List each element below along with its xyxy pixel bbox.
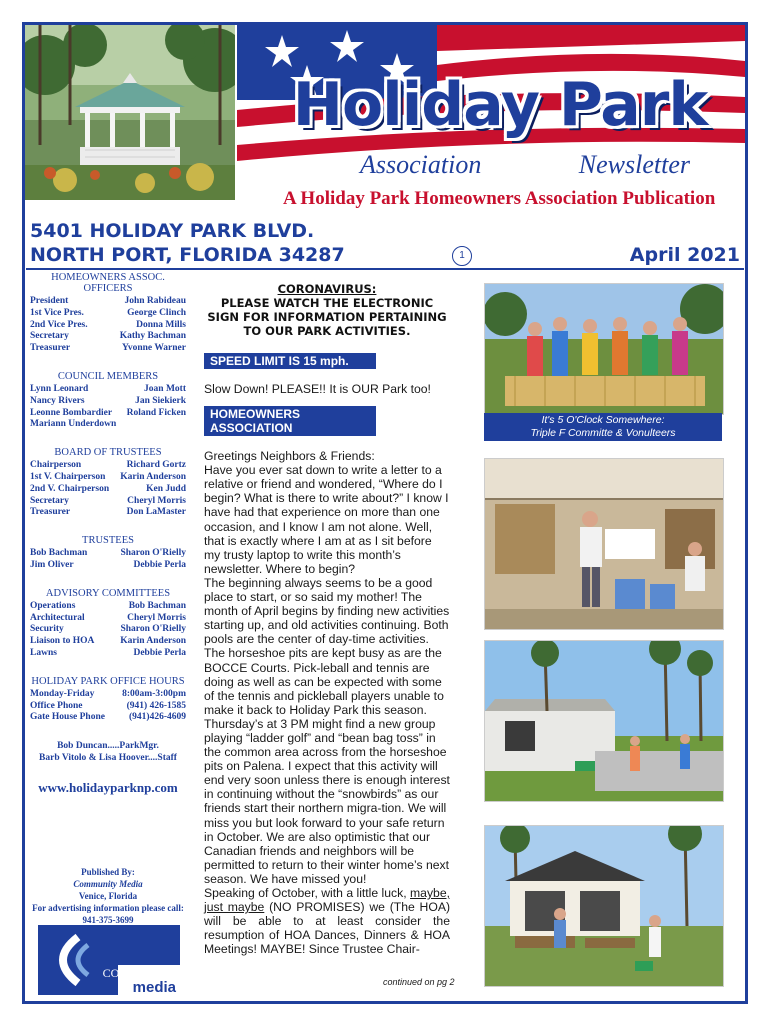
sidebar-row-label: Mariann Underdown <box>30 419 117 430</box>
photo-indoor-sale <box>484 458 724 630</box>
photo-outdoor-courtyard <box>484 640 724 802</box>
sidebar-row-value: Joan Mott <box>144 383 186 394</box>
newsletter-subtitle <box>360 150 690 180</box>
sidebar-row-value: Sharon O'Rielly <box>120 624 186 635</box>
sidebar-row <box>30 648 186 660</box>
sidebar-row <box>30 308 186 320</box>
sidebar-row-label: Lynn Leonard <box>30 383 89 394</box>
sidebar-row-value: Ken Judd <box>146 483 186 494</box>
main-column <box>204 282 450 956</box>
photo-caption <box>484 413 722 441</box>
publisher-info <box>30 866 186 926</box>
sidebar-row-label: Secretary <box>30 495 69 506</box>
staff-line2: Barb Vitolo & Lisa Hoover....Staff <box>39 753 177 764</box>
continued-note: continued on pg 2 <box>383 977 455 987</box>
sidebar-row-label: Bob Bachman <box>30 548 88 559</box>
sidebar-row <box>30 689 186 701</box>
office-section <box>30 676 186 724</box>
sidebar-row-value: Bob Bachman <box>128 600 186 611</box>
trustees-section <box>30 535 186 572</box>
sidebar-row <box>30 560 186 572</box>
office-heading: HOLIDAY PARK OFFICE HOURS <box>31 675 185 687</box>
sidebar-row-value: Sharon O'Rielly <box>120 548 186 559</box>
park-address <box>30 219 345 267</box>
page-number: 1 <box>452 246 472 266</box>
greeting: Greetings Neighbors & Friends: <box>204 449 375 464</box>
paragraph-3-underlined: maybe, just maybe <box>204 886 450 915</box>
sidebar-row-value: Cheryl Morris <box>127 495 186 506</box>
sidebar <box>30 272 186 796</box>
publication-tagline: A Holiday Park Homeowners Association Publication <box>283 188 716 209</box>
board-heading: BOARD OF TRUSTEES <box>54 447 162 459</box>
sidebar-row-value: Don LaMaster <box>126 507 186 518</box>
newsletter-title: Holiday Park <box>292 70 708 140</box>
paragraph-2: The beginning always seems to be a good place to start, or so said my mother! The month of April begins by finding new activities starting up, and old activities continuing. Both pools are the center of day-time activities. The horseshoe pits are kept busy as are the BOCCE Courts. Pick-leball and tennis are doing as well as can be expected with some of the tennis and pickleball players unable to make it back to Holiday Park this season. Thursday’s at 3 PM might find a new group playing “ladder golf” and “bean bag toss” in the common area across from the horseshoe pits on Palena. I expect that this activity will end very soon unless there is enough interest in continuing without the “snowbirds” as our friends start their northern migra-tion. We will miss you but look forward to your safe return in October. We are also optimistic that our Canadian friends and neighbors will be permitted to return to their winter home’s next season. We have missed you! <box>204 575 450 886</box>
sidebar-row-value: Richard Gortz <box>126 460 186 471</box>
sidebar-row-label: Security <box>30 624 64 635</box>
website-link[interactable]: www.holidayparknp.com <box>38 780 178 796</box>
sidebar-row-label: Jim Oliver <box>30 559 74 570</box>
sidebar-row-value: Kathy Bachman <box>119 331 186 342</box>
publisher-line3: Venice, Florida <box>78 891 138 901</box>
community-media-logo <box>38 925 180 995</box>
sidebar-row <box>30 343 186 355</box>
sidebar-row-value: Roland Ficken <box>126 407 186 418</box>
sidebar-row <box>30 296 186 308</box>
publisher-line1: Published By: <box>81 867 135 877</box>
sidebar-row-label: Monday-Friday <box>30 688 95 699</box>
photo-costume-group <box>484 283 724 415</box>
speed-limit-text: Slow Down! PLEASE!! It is OUR Park too! <box>204 382 431 396</box>
sidebar-row-value: George Clinch <box>127 307 186 318</box>
paragraph-3 <box>204 886 450 956</box>
sidebar-row-value: John Rabideau <box>124 296 186 306</box>
sidebar-row <box>30 384 186 396</box>
coronavirus-body: PLEASE WATCH THE ELECTRONIC SIGN FOR INFORMATION PERTAINING TO OUR PARK ACTIVITIES. <box>207 296 447 338</box>
board-section <box>30 447 186 519</box>
sidebar-row-value: Debbie Perla <box>133 647 186 658</box>
sidebar-row-value: Debbie Perla <box>133 559 186 570</box>
sidebar-row <box>30 624 186 636</box>
sidebar-row-label: Treasurer <box>30 343 71 354</box>
sidebar-row-value: Yvonne Warner <box>122 343 186 354</box>
sidebar-row <box>30 408 186 420</box>
sidebar-row-value: Karin Anderson <box>120 636 186 647</box>
sidebar-row-value: Karin Anderson <box>120 471 186 482</box>
publisher-line2: Community Media <box>73 879 143 889</box>
sidebar-row <box>30 636 186 648</box>
sidebar-row-label: Chairperson <box>30 460 82 471</box>
sidebar-row-label: Gate House Phone <box>30 712 105 723</box>
sidebar-row-value: (941) 426-1585 <box>126 700 186 711</box>
advisory-heading: ADVISORY COMMITTEES <box>45 587 171 599</box>
advisory-section <box>30 588 186 660</box>
sidebar-row-label: 2nd V. Chairperson <box>30 483 110 494</box>
subtitle-association: Association <box>360 150 482 179</box>
sidebar-row <box>30 419 186 431</box>
sidebar-row <box>30 396 186 408</box>
caption-line1: It's 5 O'Clock Somewhere: <box>541 414 665 426</box>
gazebo-photo <box>25 25 235 200</box>
sidebar-row-label: Treasurer <box>30 507 71 518</box>
address-line1: 5401 HOLIDAY PARK BLVD. <box>30 220 315 242</box>
sidebar-row-value: 8:00am-3:00pm <box>122 688 186 699</box>
sidebar-row-label: 1st Vice Pres. <box>30 307 84 318</box>
sidebar-row <box>30 331 186 343</box>
caption-line2: Triple F Committe & Vonulteers <box>530 427 676 439</box>
sidebar-row <box>30 496 186 508</box>
sidebar-row-value: Jan Siekierk <box>135 395 186 406</box>
sidebar-row <box>30 484 186 496</box>
coronavirus-title: CORONAVIRUS: <box>277 282 377 296</box>
logo-word-community: COMMUNITY <box>102 966 178 980</box>
subtitle-newsletter: Newsletter <box>578 150 690 179</box>
sidebar-row-label: Leonne Bombardier <box>30 407 113 418</box>
sidebar-row-value: (941)426-4609 <box>129 712 186 723</box>
sidebar-row <box>30 613 186 625</box>
coronavirus-notice <box>204 282 450 338</box>
officers-heading: HOMEOWNERS ASSOC. OFFICERS <box>51 272 165 294</box>
sidebar-row-label: Secretary <box>30 331 69 342</box>
sidebar-row-label: 1st V. Chairperson <box>30 471 106 482</box>
sidebar-row-value: Donna Mills <box>136 319 186 330</box>
officers-section <box>30 272 186 355</box>
sidebar-row <box>30 472 186 484</box>
sidebar-row <box>30 712 186 724</box>
logo-word-media: media <box>132 979 176 995</box>
hoa-banner: HOMEOWNERS ASSOCIATION <box>204 406 376 436</box>
sidebar-row-label: Office Phone <box>30 700 83 711</box>
sidebar-row <box>30 601 186 613</box>
sidebar-row <box>30 460 186 472</box>
sidebar-row <box>30 701 186 713</box>
photo-garage-sale <box>484 825 724 987</box>
publisher-line4: For advertising information please call: <box>32 903 184 913</box>
staff-line1: Bob Duncan.....ParkMgr. <box>57 741 159 752</box>
paragraph-3-start: Speaking of October, with a little luck, <box>204 886 407 900</box>
paragraph-1: Have you ever sat down to write a letter to a relative or friend and wondered, “Where do I begin? What is there to write about?” I know I have had that experience on more than one occasion, and I know I am not alone. Well, that is exactly where I am at as I sit before my trusty laptop to write this month’s newsletter. Where to begin? <box>204 463 449 576</box>
sidebar-row <box>30 548 186 560</box>
sidebar-row-label: Nancy Rivers <box>30 395 85 406</box>
trustees-heading: TRUSTEES <box>82 535 134 547</box>
paragraph-3-end: (NO PROMISES) we (The HOA) will be able to at least consider the resumption of HOA Dances, Dinners & HOA Meetings! MAYBE! Since Trustee Chair- <box>204 900 451 957</box>
sidebar-row-label: 2nd Vice Pres. <box>30 319 88 330</box>
council-heading: COUNCIL MEMBERS <box>57 370 159 382</box>
header-divider <box>26 268 744 270</box>
address-line2: NORTH PORT, FLORIDA 34287 <box>30 244 345 266</box>
publisher-phone: 941-375-3699 <box>82 915 134 925</box>
council-section <box>30 371 186 431</box>
sidebar-row-label: Liaison to HOA <box>30 636 95 647</box>
sidebar-row <box>30 320 186 332</box>
sidebar-row-label: Architectural <box>30 612 85 623</box>
sidebar-row-value: Cheryl Morris <box>127 612 186 623</box>
issue-date: April 2021 <box>629 244 740 266</box>
sidebar-row <box>30 507 186 519</box>
sidebar-row-label: Lawns <box>30 647 57 658</box>
staff-section <box>30 740 186 764</box>
sidebar-row-label: Operations <box>30 600 76 611</box>
speed-limit-banner: SPEED LIMIT IS 15 mph. <box>204 353 376 369</box>
sidebar-row-label: President <box>30 296 69 306</box>
